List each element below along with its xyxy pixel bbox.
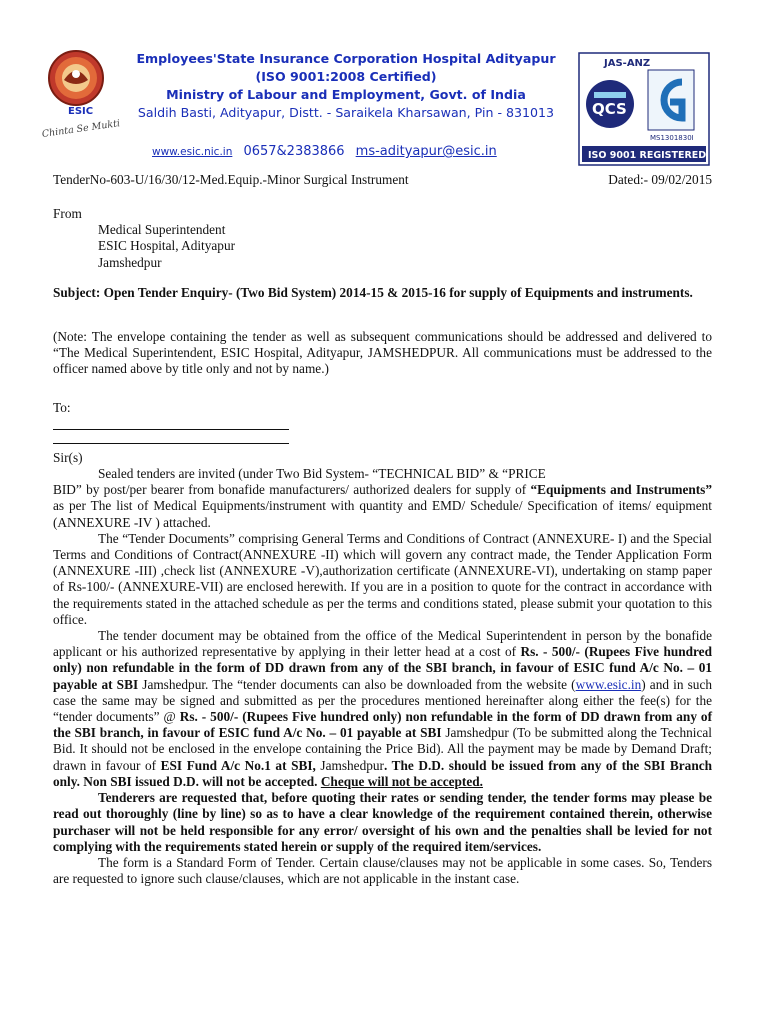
- letter-body: [53, 172, 712, 887]
- email-link[interactable]: ms-adityapur@esic.in: [355, 144, 497, 159]
- from-address: [98, 222, 712, 271]
- envelope-note: (Note: The envelope containing the tender as well as subsequent communications should be addressed and delivered to “The Medical Superintendent, ESIC Hospital, Adityapur, JAMSHEDPUR. All communications must be addressed to the officer named above by title only and not by name.): [53, 329, 712, 377]
- qcs-label: QCS: [592, 100, 627, 118]
- org-name: Employees'State Insurance Corporation Hospital Adityapur: [136, 51, 556, 66]
- letterhead: [0, 0, 770, 175]
- iso-certified: (ISO 9001:2008 Certified): [255, 69, 437, 84]
- paragraph-1-lead: Sealed tenders are invited (under Two Bid System- “TECHNICAL BID” & “PRICE: [98, 466, 546, 482]
- paragraph-2: The “Tender Documents” comprising General Terms and Conditions of Contract (ANNEXURE- I) and the Special Terms and Conditions of Contract(ANNEXURE -II) which will govern any contract made, the Tender Application Form (ANNEXURE -III) ,check list (ANNEXURE -V),authorization certificate (ANNEXURE-VI), undertaking on stamp paper of Rs-100/- (ANNEXURE-VII) are enclosed herewith. If you are in a position to quote for the contract in accordance with the requirements stated in the attached schedule as per the terms and conditions stated, please submit your quotation to this office.: [53, 530, 712, 627]
- paragraph-3: [53, 628, 712, 790]
- p3-cheque-note: Cheque will not be accepted.: [320, 773, 483, 789]
- esic-logo-tagline: Chinta Se Mukti: [41, 118, 120, 140]
- from-label: From: [53, 206, 82, 221]
- p3-bold-dd: . The D.D. should be issued from any of the SBI Branch only. Non SBI issued D.D. will not be accepted.: [53, 757, 713, 789]
- contact-line: [152, 140, 497, 159]
- ministry: Ministry of Labour and Employment, Govt. of India: [166, 87, 526, 102]
- paragraph-1-tail: as per The list of Medical Equipments/instrument with quantity and EMD/ Schedule/ Specification of items/ equipment (ANNEXURE -IV ) attached.: [53, 498, 712, 530]
- from-line: Medical Superintendent: [98, 222, 226, 238]
- qcs-iso-logo: [578, 52, 710, 166]
- p3-text: ) and in such case the same may be signed and submitted as per the procedures mentioned hereinafter along either the fee(s) for the “tender documents” @: [53, 676, 712, 725]
- p3-text: Jamshedpur. The “tender documents can also be downloaded from the website (: [138, 676, 576, 692]
- reference-line: [53, 172, 712, 190]
- paragraph-1: [53, 482, 712, 531]
- p3-bold-fund: ESI Fund A/c No.1 at SBI,: [160, 757, 316, 773]
- p3-text: Jamshedpur (To be submitted along the Technical Bid. It should not be enclosed in the envelope containing the Price Bid). All the payment may be made by Demand Draft; drawn in favour of: [53, 725, 713, 773]
- cert-number: MS1301830I: [650, 134, 694, 142]
- esic-logo: [38, 48, 120, 140]
- addressee-blank-line: [53, 430, 289, 444]
- website-link[interactable]: www.esic.nic.in: [152, 146, 233, 158]
- paragraph-1-bold: “Equipments and Instruments”: [530, 482, 712, 498]
- letterhead-text: [122, 50, 570, 122]
- p3-bold-fee: Rs. - 500/- (Rupees Five hundred only) non refundable in the form of DD drawn from any of the SBI branch, in favour of ESIC fund A/c No. – 01 payable at SBI: [53, 644, 712, 692]
- paragraph-1-text: BID” by post/per bearer from bonafide manufacturers/ authorized dealers for supply of: [53, 482, 531, 498]
- jas-anz-label: JAS-ANZ: [604, 58, 651, 69]
- from-line: Jamshedpur: [98, 254, 162, 270]
- paragraph-5: The form is a Standard Form of Tender. Certain clause/clauses may not be applicable in some cases. So, Tenders are requested to ignore such clause/clauses, which are not applicable in the instant case.: [53, 854, 712, 887]
- subject: Subject: Open Tender Enquiry- (Two Bid System) 2014-15 & 2015-16 for supply of Equipments and instruments.: [53, 284, 693, 300]
- from-line: ESIC Hospital, Adityapur: [98, 238, 236, 254]
- p3-text: Jamshedpur: [315, 757, 384, 773]
- addressee-blank-line: [53, 416, 289, 430]
- esic-logo-label: ESIC: [68, 106, 94, 117]
- hospital-address: Saldih Basti, Adityapur, Distt. - Saraikela Kharsawan, Pin - 831013: [137, 105, 555, 120]
- letter-date: Dated:- 09/02/2015: [608, 172, 712, 187]
- esic-website-link[interactable]: www.esic.in: [575, 676, 642, 692]
- paragraph-4: Tenderers are requested that, before quoting their rates or sending tender, the tender forms may please be read out thoroughly (line by line) so as to have a clear knowledge of the requirement contained therein, otherwise purchaser will not be held responsible for any error/ oversight of his own and the penalties shall be levied for not complying with the requirements stated herein or supply of the required item/services.: [53, 790, 712, 854]
- tender-number: TenderNo-603-U/16/30/12-Med.Equip.-Minor Surgical Instrument: [53, 172, 409, 187]
- to-label: To:: [53, 399, 71, 415]
- p3-text: The tender document may be obtained from the office of the Medical Superintendent in person by the bonafide applicant or his authorized representative by applying in their letter head at a cost of: [53, 628, 712, 660]
- phone-number: 0657&2383866: [243, 144, 345, 159]
- iso-registered-label: ISO 9001 REGISTERED: [588, 150, 707, 161]
- salutation: Sir(s): [53, 449, 83, 465]
- p3-bold-fee-2: Rs. - 500/- (Rupees Five hundred only) non refundable in the form of DD drawn from any of the SBI branch, in favour of ESIC fund A/c No. – 01 payable at SBI: [53, 709, 712, 741]
